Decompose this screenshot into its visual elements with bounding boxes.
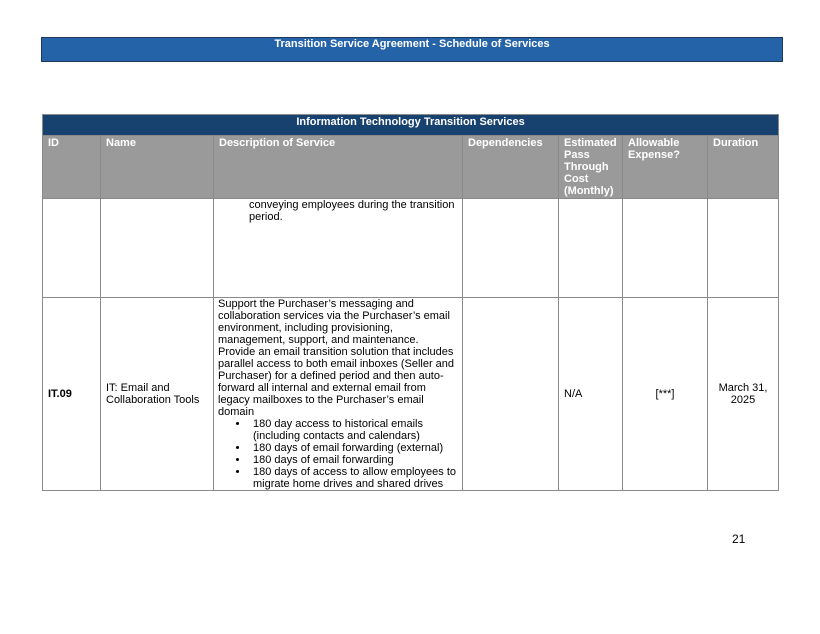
bullet-item: • 180 days of email forwarding (external) (249, 442, 458, 454)
services-table (42, 114, 779, 491)
cell-allowable (623, 199, 708, 298)
bullet-item: • 180 days of email forwarding (249, 454, 458, 466)
cell-dependencies (463, 298, 559, 491)
cell-duration (708, 199, 779, 298)
document-banner (41, 37, 783, 62)
banner-title: Transition Service Agreement - Schedule of Services (274, 38, 550, 50)
cell-dependencies (463, 199, 559, 298)
header-duration: Duration (708, 136, 779, 199)
description-text: Support the Purchaser’s messaging and collaboration services via the Purchaser’s email environment, including provisioning, management, support, and maintenance. Provide an email transition solution that includes parallel access to both email inboxes (Seller and Purchaser) for a defined period and then auto-forward all internal and external email from legacy mailboxes to the Purchaser’s email domain (218, 298, 455, 418)
cell-id: IT.09 (43, 298, 101, 491)
header-name: Name (101, 136, 214, 199)
cell-pass-through (559, 199, 623, 298)
table-row (43, 298, 779, 491)
cell-id (43, 199, 101, 298)
cell-name: IT: Email and Collaboration Tools (101, 298, 214, 491)
cell-name (101, 199, 214, 298)
header-pass-through-cost: Estimated Pass Through Cost (Monthly) (559, 136, 623, 199)
page-number: 21 (732, 532, 746, 546)
table-row-continued (43, 199, 779, 298)
table-title: Information Technology Transition Services (43, 115, 779, 136)
cell-description (214, 298, 463, 491)
cell-duration: March 31, 2025 (708, 298, 779, 491)
description-bullets (218, 418, 458, 490)
header-id: ID (43, 136, 101, 199)
header-allowable-expense: Allowable Expense? (623, 136, 708, 199)
bullet-item: • 180 day access to historical emails (including contacts and calendars) (249, 418, 458, 442)
bullet-item: • 180 days of access to allow employees to migrate home drives and shared drives (249, 466, 458, 490)
cell-allowable: [***] (623, 298, 708, 491)
cell-pass-through: N/A (559, 298, 623, 491)
header-dependencies: Dependencies (463, 136, 559, 199)
header-description: Description of Service (214, 136, 463, 199)
table-header-row (43, 136, 779, 199)
cell-description-continued: conveying employees during the transition period. (214, 199, 463, 298)
